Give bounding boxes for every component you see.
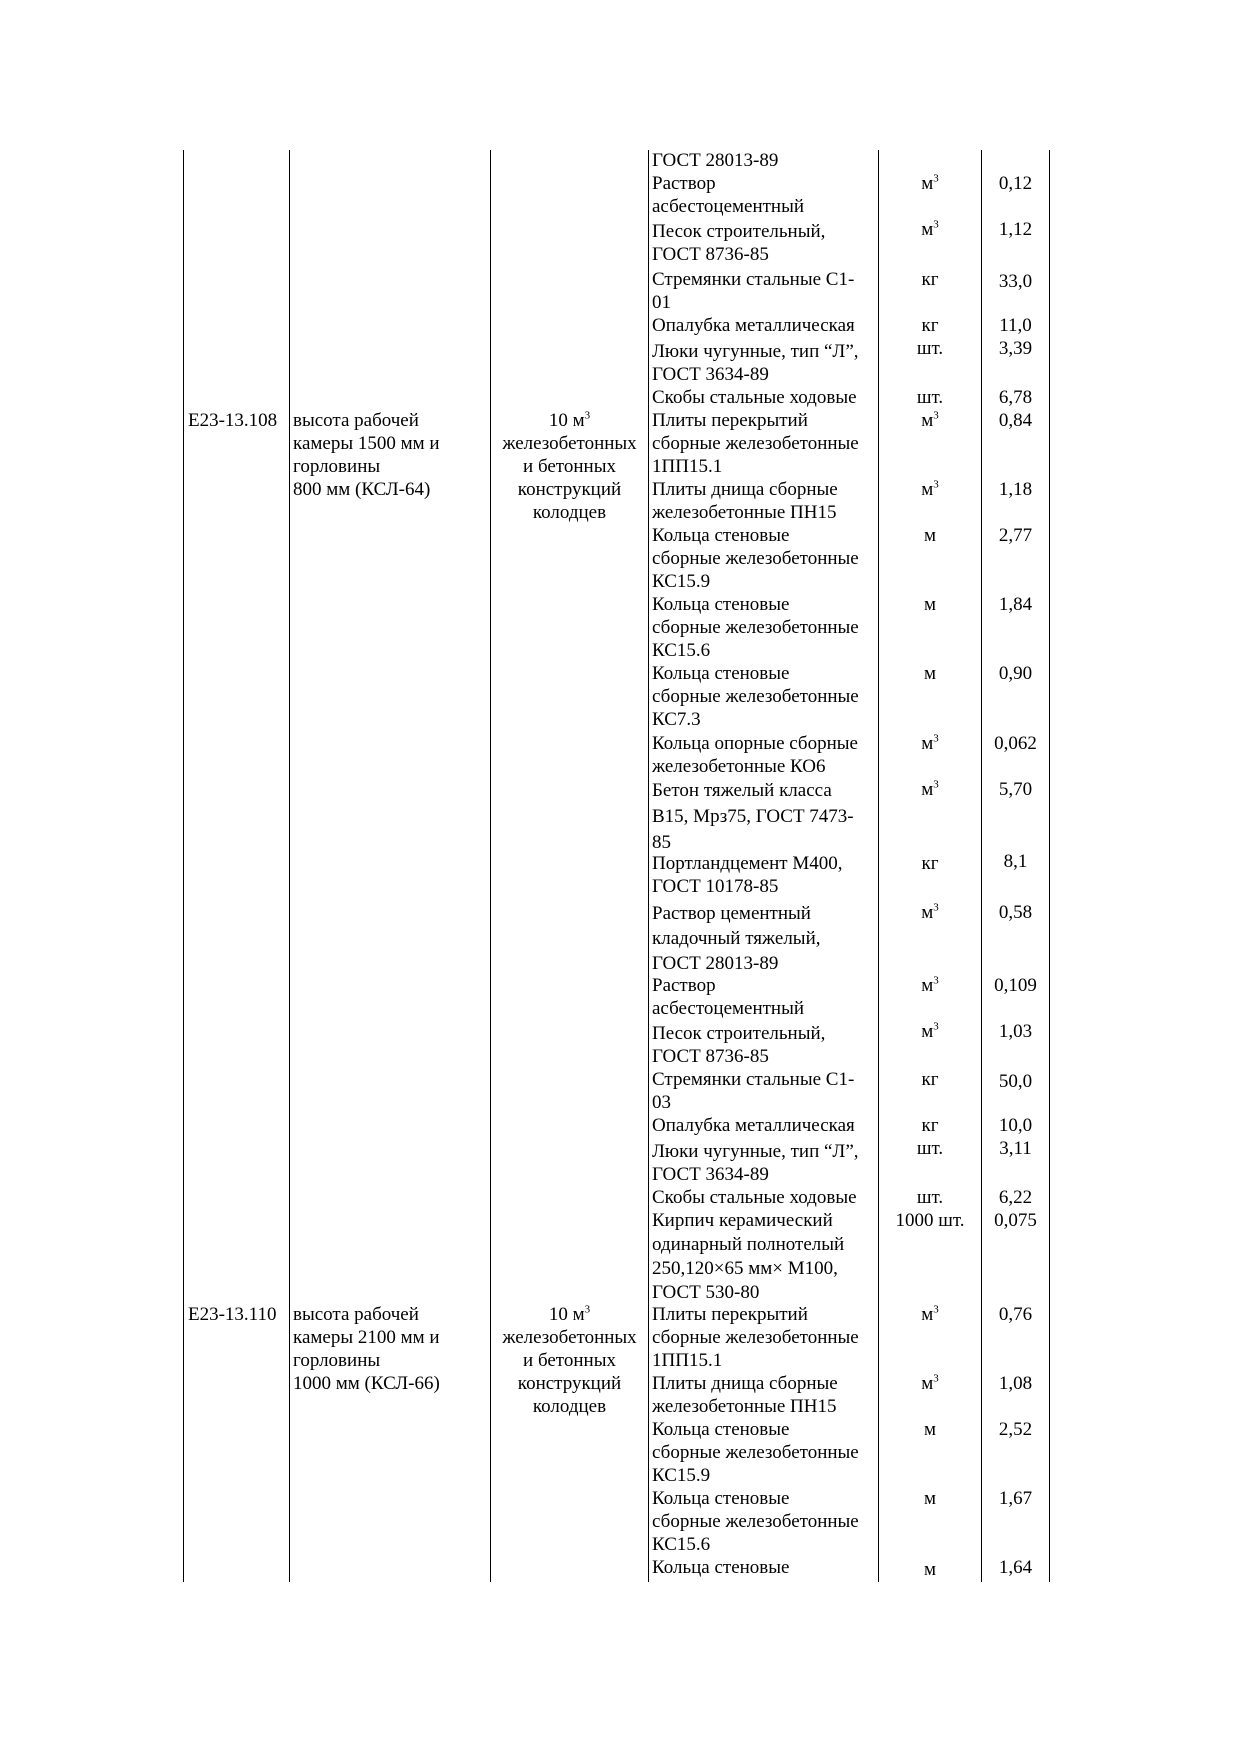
item-description: высота рабочей камеры 1500 мм и горловины 800 мм (КСЛ-64): [293, 410, 440, 500]
resource-name: Кольца стеновые: [652, 1557, 790, 1578]
column-divider-description: [490, 150, 491, 1582]
resource-quantity: 50,0: [998, 1071, 1033, 1092]
resource-quantity: 1,12: [998, 219, 1033, 240]
resource-quantity: 1,18: [998, 479, 1033, 500]
resource-quantity: 1,64: [998, 1557, 1033, 1578]
resource-quantity: 33,0: [998, 271, 1033, 292]
resource-unit: $м^3$: [921, 974, 939, 996]
resource-unit: $м^3$: [921, 409, 939, 431]
resource-name: Кольца опорные сборные железобетонные КО6: [652, 733, 858, 777]
resource-unit: $м^3$: [921, 901, 939, 923]
resource-unit: $м^3$: [921, 478, 939, 500]
resource-name: Скобы стальные ходовые: [652, 387, 857, 408]
resource-unit: шт.: [916, 1187, 944, 1208]
resource-unit: $м^3$: [921, 732, 939, 754]
resource-quantity: 0,12: [998, 173, 1033, 194]
resource-quantity: 1,84: [998, 594, 1033, 615]
item-meter: 10 $м^3$ железобетонных и бетонных конструкций колодцев: [502, 1303, 637, 1417]
resource-quantity: 2,77: [998, 525, 1033, 546]
resource-name: ГОСТ 28013-89: [652, 150, 779, 171]
column-divider-meter: [648, 150, 649, 1582]
resource-unit: м: [923, 1559, 937, 1580]
resource-unit: шт.: [916, 387, 944, 408]
resource-unit: м: [923, 1419, 937, 1440]
resource-unit: шт.: [916, 338, 944, 359]
resource-unit: $м^3$: [921, 1020, 939, 1042]
resource-name: Стремянки стальные С1- 03: [652, 1069, 855, 1113]
resource-name: Кольца стеновые сборные железобетонные КС15.9: [652, 1419, 859, 1486]
table-border-left: [183, 150, 184, 1582]
resource-name: Раствор асбестоцементный: [652, 173, 805, 217]
resource-name: Плиты перекрытий сборные железобетонные 1ПП15.1: [652, 410, 859, 477]
resource-quantity: 3,11: [999, 1138, 1032, 1159]
resource-unit: м: [923, 1488, 937, 1509]
resource-unit: $м^3$: [921, 172, 939, 194]
resource-name: Плиты днища сборные железобетонные ПН15: [652, 1373, 838, 1417]
resource-name: Опалубка металлическая: [652, 315, 855, 336]
resource-name: Раствор цементный кладочный тяжелый, ГОСТ 28013-89: [652, 903, 821, 974]
resource-unit: $м^3$: [921, 1372, 939, 1394]
resource-name: Стремянки стальные С1- 01: [652, 269, 855, 313]
resource-quantity: 1,03: [998, 1021, 1033, 1042]
resource-unit: м: [923, 663, 937, 684]
resource-unit: кг: [921, 315, 939, 336]
resource-name: Опалубка металлическая: [652, 1115, 855, 1136]
resource-name: Плиты перекрытий сборные железобетонные 1ПП15.1: [652, 1304, 859, 1371]
resource-name: Кирпич керамический одинарный полнотелый 250,120×65 мм× М100, ГОСТ 530-80: [652, 1210, 845, 1303]
resource-name: Кольца стеновые сборные железобетонные КС7.3: [652, 663, 859, 730]
resource-quantity: 2,52: [998, 1419, 1033, 1440]
resource-quantity: 0,76: [998, 1304, 1033, 1325]
resource-quantity: 0,58: [998, 902, 1033, 923]
resource-name: Люки чугунные, тип “Л”, ГОСТ 3634-89: [652, 341, 859, 385]
resource-name: Бетон тяжелый класса В15, Мрз75, ГОСТ 7473- 85: [652, 780, 854, 853]
resource-quantity: 6,22: [998, 1187, 1033, 1208]
resource-quantity: 5,70: [998, 779, 1033, 800]
column-divider-code: [289, 150, 290, 1582]
column-divider-unit: [981, 150, 982, 1582]
resource-quantity: 0,109: [994, 975, 1037, 996]
resource-quantity: 0,90: [998, 663, 1033, 684]
resource-name: Песок строительный, ГОСТ 8736-85: [652, 221, 826, 265]
item-description: высота рабочей камеры 2100 мм и горловины 1000 мм (КСЛ-66): [293, 1304, 440, 1394]
resource-unit: шт.: [916, 1138, 944, 1159]
resource-quantity: 0,075: [994, 1210, 1037, 1231]
resource-quantity: 0,84: [998, 410, 1033, 431]
table-border-right: [1049, 150, 1050, 1582]
resource-unit: кг: [921, 1115, 939, 1136]
item-code: Е23-13.110: [188, 1304, 277, 1325]
resource-name: Кольца стеновые сборные железобетонные КС15.6: [652, 594, 859, 661]
resource-unit: м: [923, 525, 937, 546]
resource-name: Раствор асбестоцементный: [652, 975, 805, 1019]
resource-unit: $м^3$: [921, 218, 939, 240]
resource-name: Песок строительный, ГОСТ 8736-85: [652, 1023, 826, 1067]
resource-name: Скобы стальные ходовые: [652, 1187, 857, 1208]
resource-name: Плиты днища сборные железобетонные ПН15: [652, 479, 838, 523]
column-divider-resource: [878, 150, 879, 1582]
resource-unit: кг: [921, 1069, 939, 1090]
resource-quantity: 6,78: [998, 387, 1033, 408]
resource-name: Портландцемент М400, ГОСТ 10178-85: [652, 853, 843, 897]
resource-quantity: 1,08: [998, 1373, 1033, 1394]
resource-unit: кг: [921, 269, 939, 290]
resource-quantity: 3,39: [998, 338, 1033, 359]
resource-unit: м: [923, 594, 937, 615]
resource-unit: 1000 шт.: [895, 1210, 965, 1231]
resource-quantity: 0,062: [994, 733, 1037, 754]
resource-quantity: 10,0: [998, 1115, 1033, 1136]
resource-quantity: 8,1: [1003, 851, 1028, 872]
resource-unit: $м^3$: [921, 778, 939, 800]
item-meter: 10 $м^3$ железобетонных и бетонных конструкций колодцев: [502, 409, 637, 523]
resource-unit: $м^3$: [921, 1303, 939, 1325]
item-code: Е23-13.108: [188, 410, 278, 431]
resource-quantity: 11,0: [999, 315, 1032, 336]
resource-name: Кольца стеновые сборные железобетонные КС15.9: [652, 525, 859, 592]
resource-name: Кольца стеновые сборные железобетонные КС15.6: [652, 1488, 859, 1555]
resource-name: Люки чугунные, тип “Л”, ГОСТ 3634-89: [652, 1141, 859, 1185]
resource-unit: кг: [921, 853, 939, 874]
resource-quantity: 1,67: [998, 1488, 1033, 1509]
